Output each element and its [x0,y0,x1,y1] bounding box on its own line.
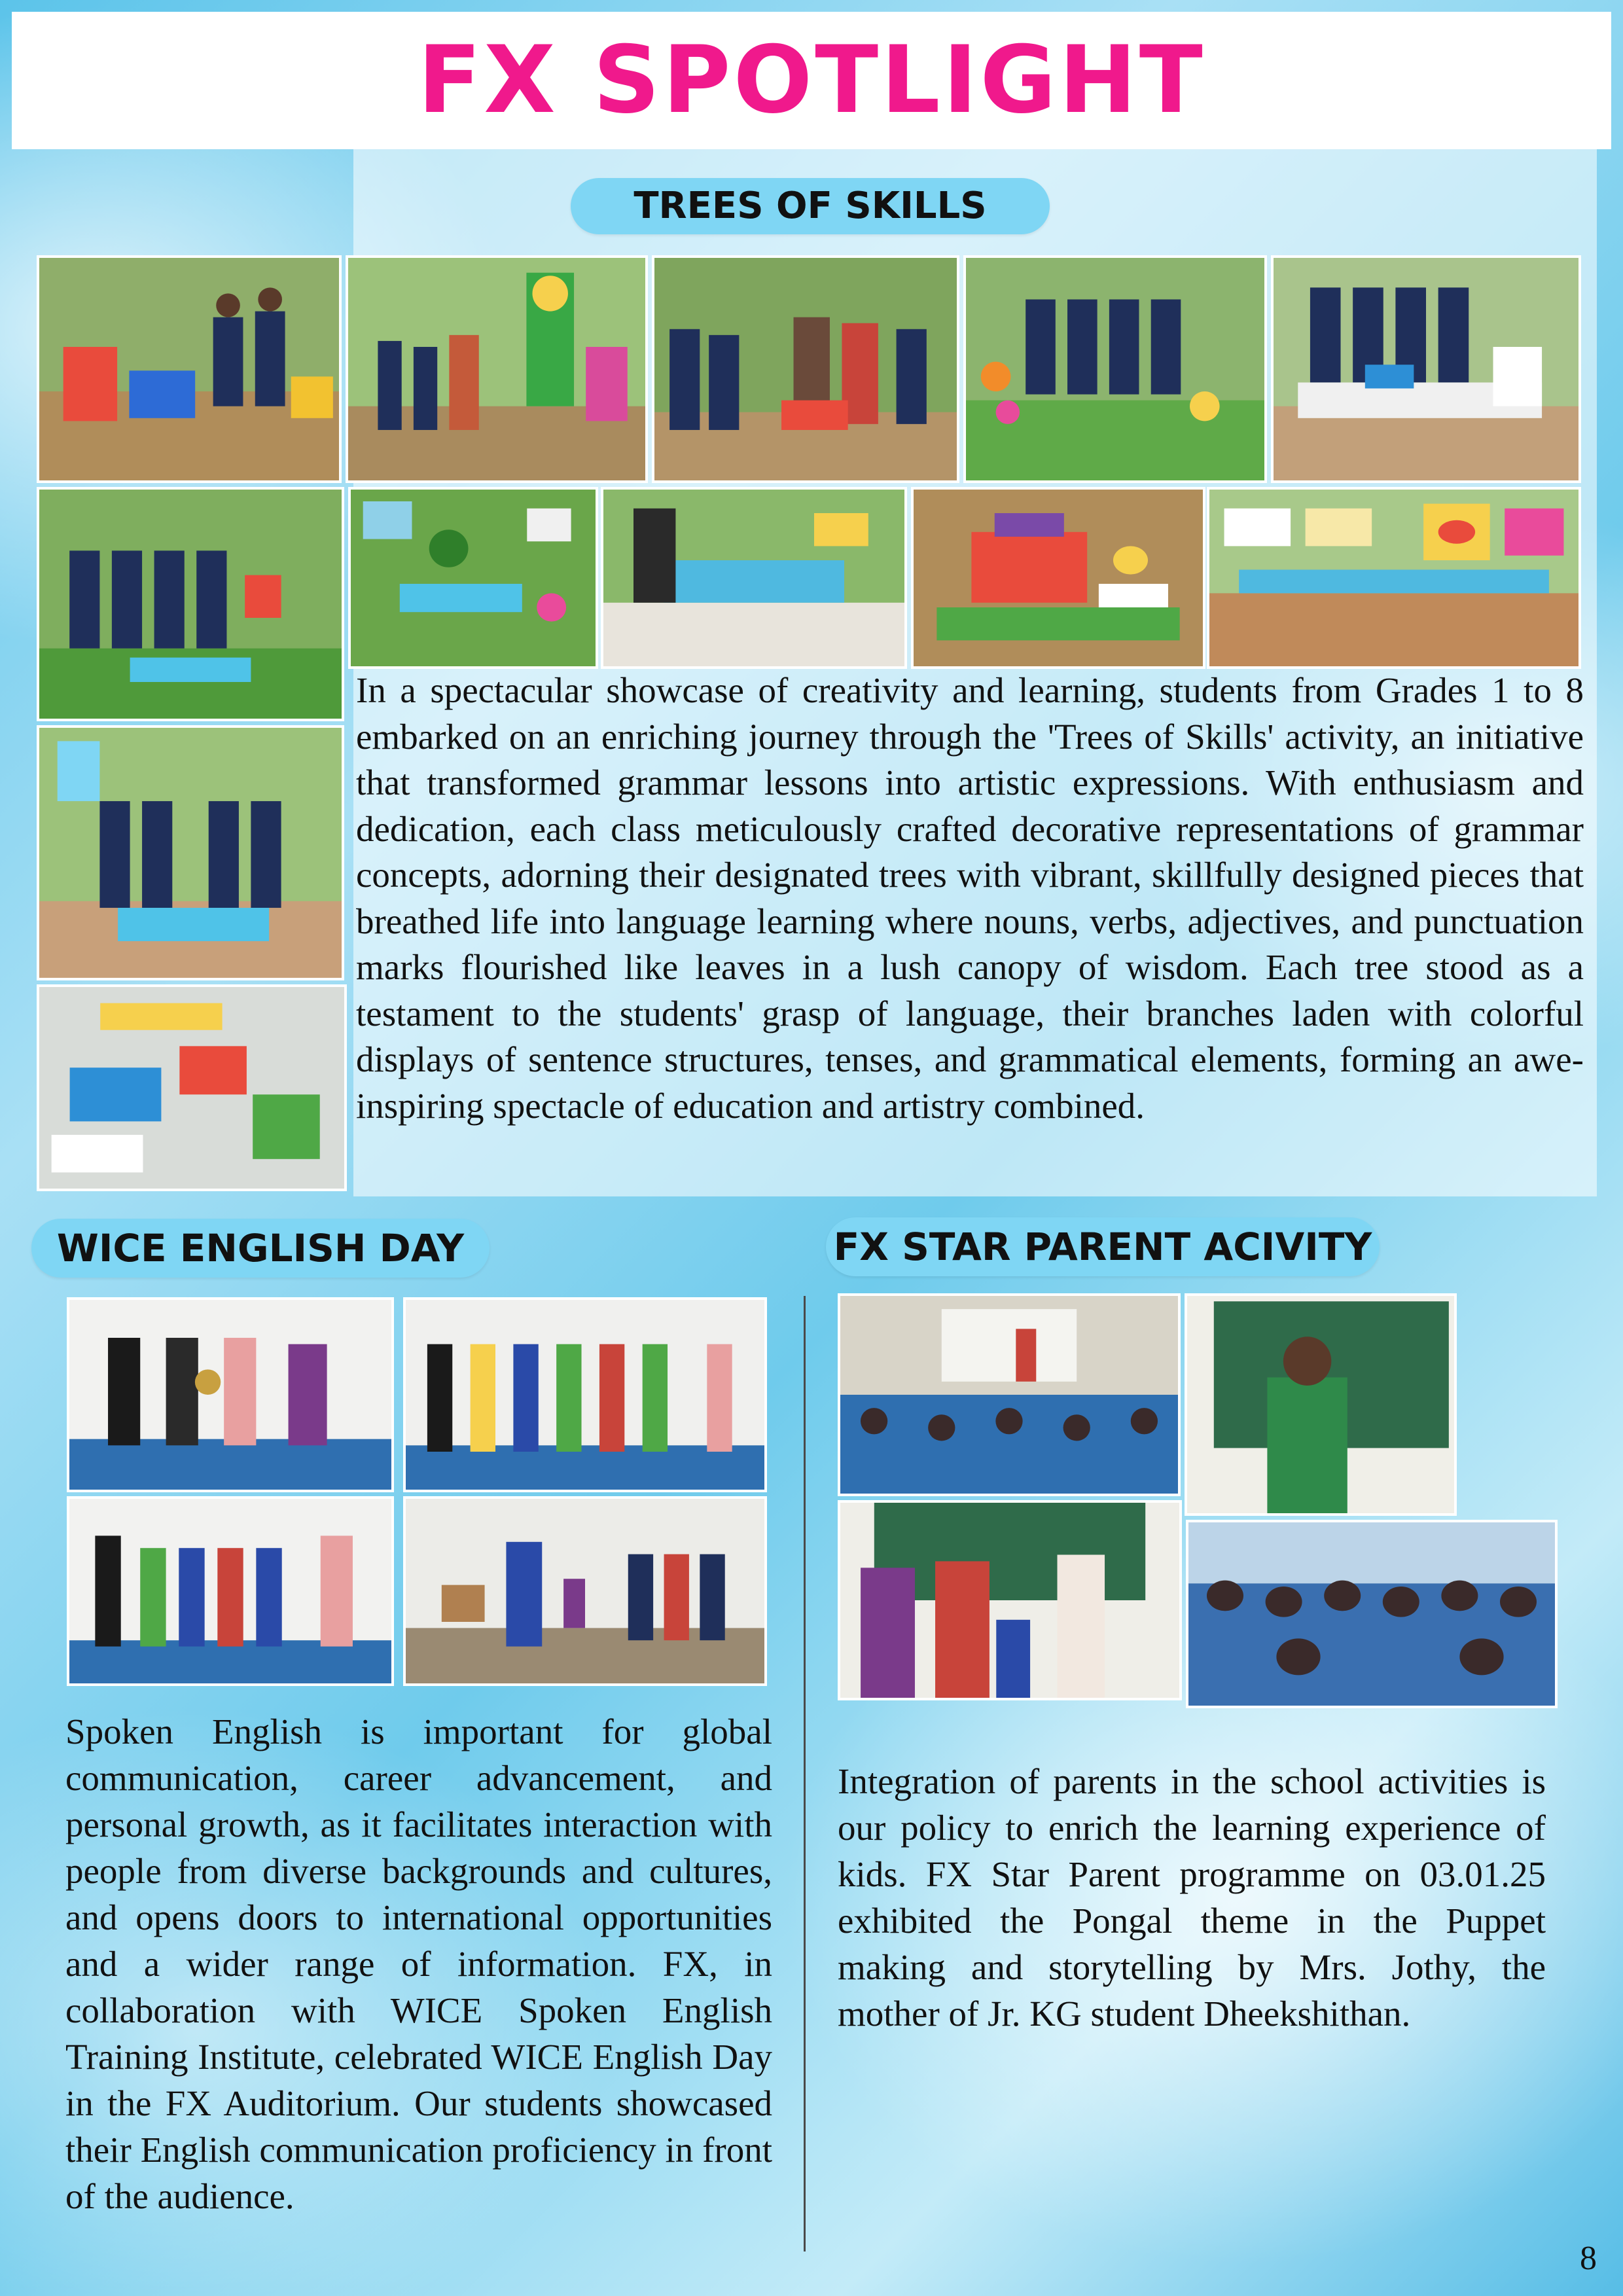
trees-photo-11 [37,725,344,980]
trees-photo-8 [601,487,907,669]
trees-photo-5 [1271,255,1581,483]
trees-photo-9 [911,487,1205,669]
trees-photo-7 [348,487,598,669]
trees-photo-3 [652,255,959,483]
wice-photo-3 [67,1496,394,1686]
wice-photo-4 [403,1496,767,1686]
star-parent-photo-2 [1185,1293,1457,1516]
star-parent-photo-3 [838,1500,1182,1700]
trees-of-skills-heading: TREES OF SKILLS [571,178,1050,234]
title-bar [12,12,1611,149]
wice-english-day-heading: WICE ENGLISH DAY [31,1219,490,1278]
star-parent-photo-1 [838,1293,1181,1496]
trees-photo-4 [963,255,1267,483]
trees-photo-12 [37,984,347,1191]
wice-photo-1 [67,1297,394,1492]
trees-of-skills-paragraph: In a spectacular showcase of creativity and learning, students from Grades 1 to 8 embarked on an enriching journey through the 'Trees of Skills' activity, an initiative that transformed grammar lessons into artistic expressions. With enthusiasm and dedication, each class meticulously crafted decorative representations of grammar concepts, adorning their designated trees with vibrant, skillfully designed pieces that breathed life into language learning where nouns, verbs, adjectives, and punctuation marks flourished like leaves in a lush canopy of wisdom. Each tree stood as a testament to the students' grasp of language, their branches laden with colorful displays of sentence structures, tenses, and grammatical elements, forming an awe-inspiring spectacle of education and artistry combined. [356,670,1584,1126]
trees-photo-1 [37,255,342,483]
star-parent-paragraph: Integration of parents in the school activities is our policy to enrich the learning experience of kids. FX Star Parent programme on 03.01.25 exhibited the Pongal theme in the Puppet making and storytelling by Mrs. Jothy, the mother of Jr. KG student Dheekshithan. [838,1761,1546,2034]
star-parent-heading: FX STAR PARENT ACIVITY [826,1217,1380,1276]
wice-english-day-paragraph: Spoken English is important for global communication, career advancement, and personal growth, as it facilitates interaction with people from diverse backgrounds and cultures, and opens doors to international opportunities and a wider range of information. FX, in collaboration with WICE Spoken English Training Institute, celebrated WICE English Day in the FX Auditorium. Our students showcased their English communication proficiency in front of the audience. [65,1712,772,2216]
trees-photo-10 [1207,487,1581,669]
trees-photo-6 [37,487,344,721]
star-parent-photo-4 [1186,1520,1558,1708]
wice-photo-2 [403,1297,767,1492]
column-divider [804,1296,806,2251]
page-title: FX SPOTLIGHT [418,26,1205,134]
page-number: 8 [1580,2240,1597,2277]
trees-photo-2 [346,255,648,483]
